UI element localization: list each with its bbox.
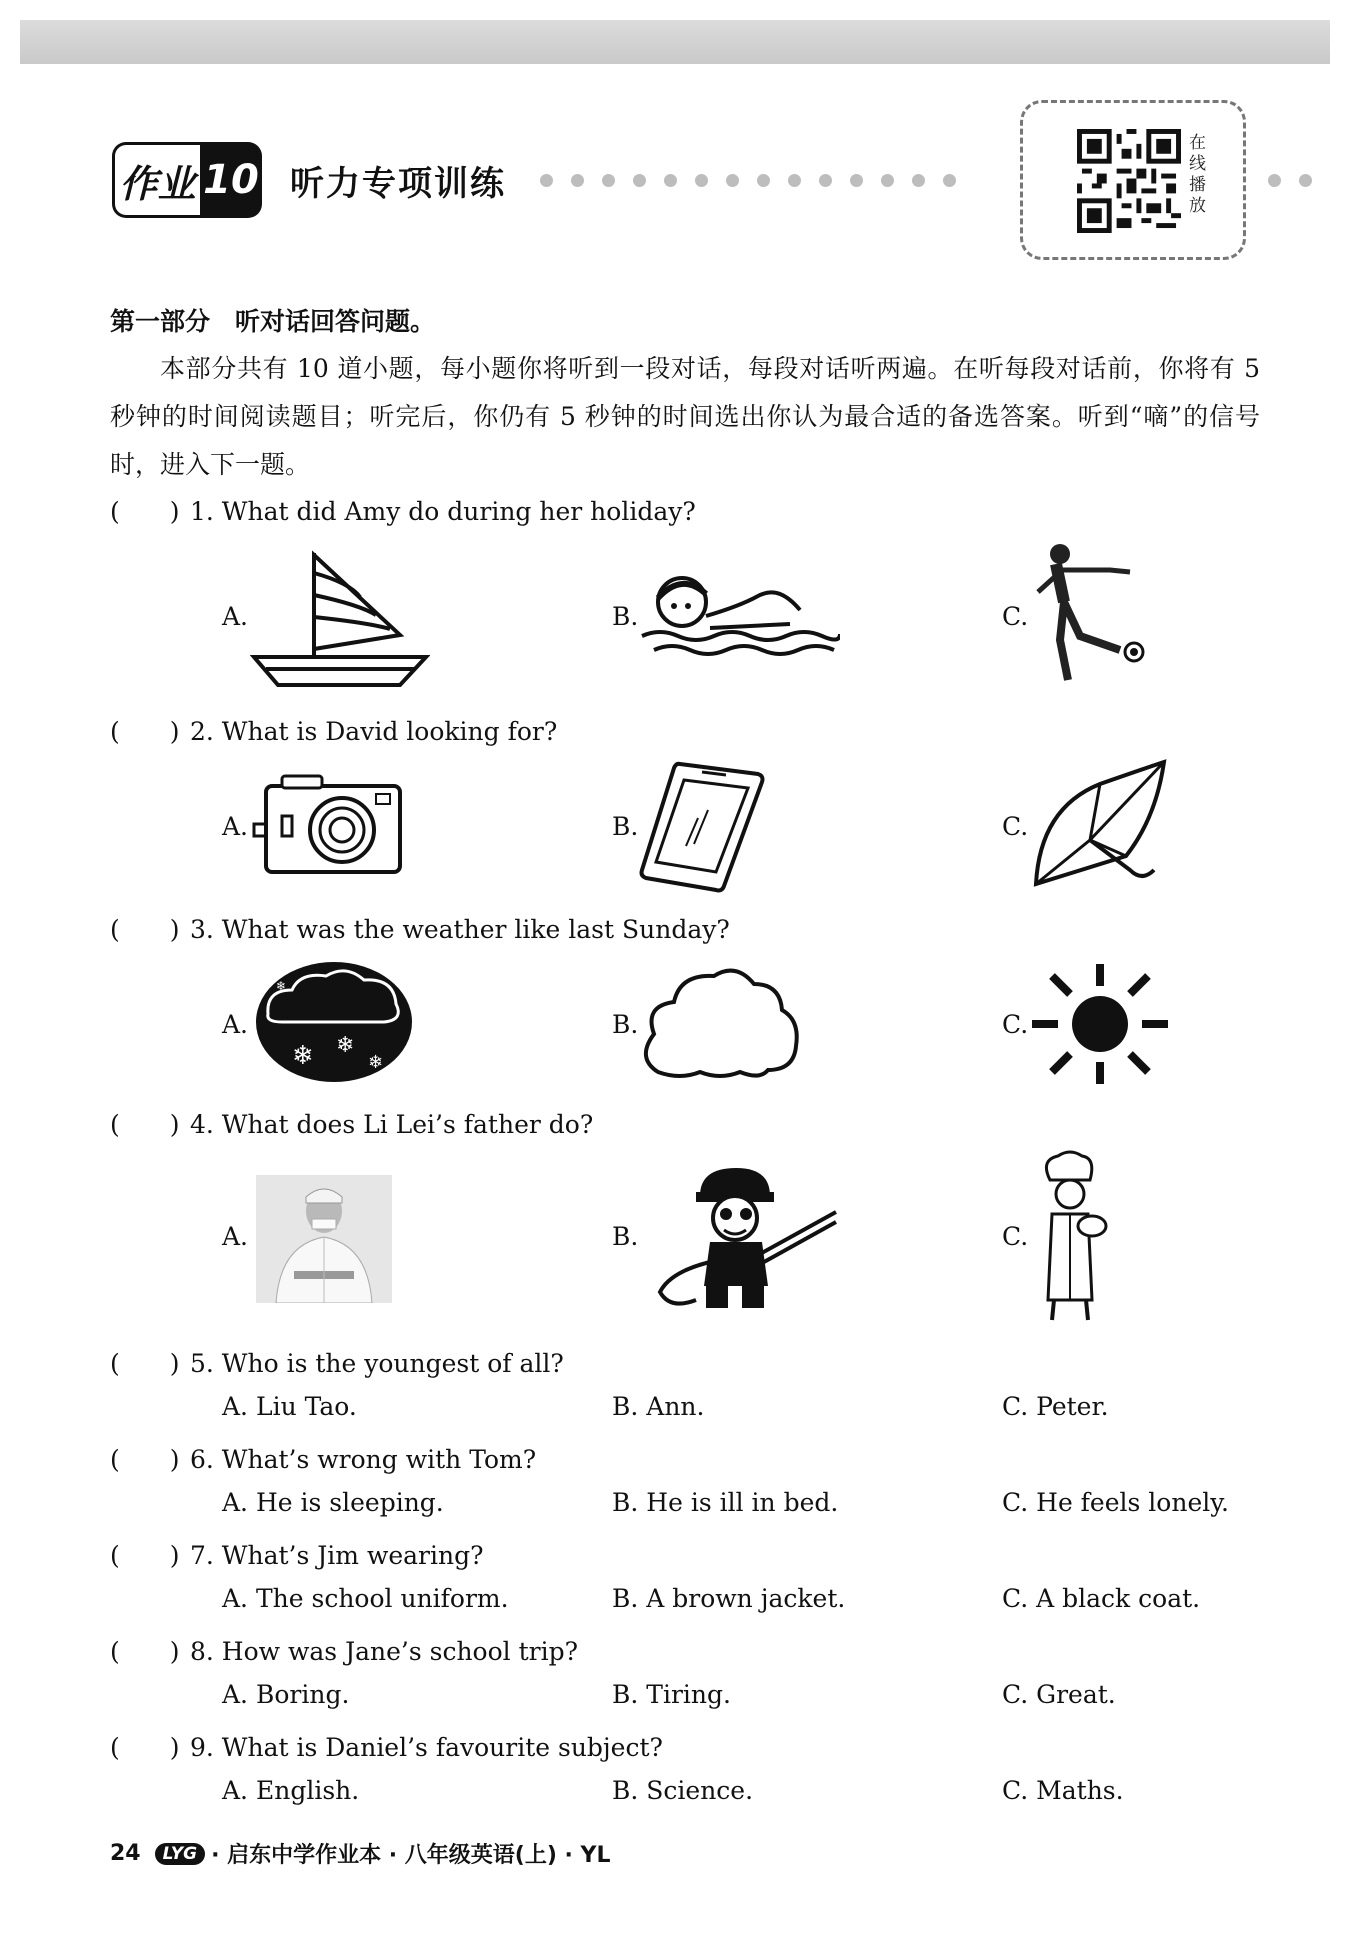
- option-text: He is ill in bed.: [646, 1488, 839, 1517]
- section-title: 听力专项训练: [290, 164, 506, 204]
- answer-blank[interactable]: ( ): [110, 1445, 180, 1474]
- option-letter: A.: [222, 602, 249, 631]
- question-text: 6. What’s wrong with Tom?: [190, 1445, 537, 1474]
- option-text: Tiring.: [646, 1680, 731, 1709]
- option-c[interactable]: [1002, 1680, 1116, 1709]
- question-7: [110, 1536, 484, 1572]
- qr-label: 在线播放: [1189, 133, 1206, 216]
- snow-cloud-icon[interactable]: [254, 960, 414, 1085]
- badge-word: 作业: [112, 142, 200, 218]
- qr-panel[interactable]: [1020, 100, 1246, 260]
- option-text: Liu Tao.: [255, 1392, 357, 1421]
- option-letter: B.: [612, 1488, 639, 1517]
- option-text: Ann.: [646, 1392, 705, 1421]
- question-text: 9. What is Daniel’s favourite subject?: [190, 1733, 663, 1762]
- option-letter: B.: [612, 602, 639, 631]
- question-4: [110, 1105, 593, 1141]
- option-b[interactable]: [612, 1584, 845, 1613]
- option-text: The school uniform.: [255, 1584, 509, 1613]
- umbrella-icon[interactable]: [1030, 758, 1170, 893]
- question-text: 2. What is David looking for?: [190, 717, 558, 746]
- badge-number: 10: [200, 142, 262, 218]
- option-text: Science.: [646, 1776, 754, 1805]
- option-letter: A.: [222, 1488, 249, 1517]
- camera-icon[interactable]: [252, 770, 407, 880]
- question-8: [110, 1632, 578, 1668]
- question-text: 1. What did Amy do during her holiday?: [190, 497, 696, 526]
- option-letter: C.: [1002, 1222, 1029, 1251]
- option-letter: C.: [1002, 1392, 1029, 1421]
- option-text: A brown jacket.: [646, 1584, 846, 1613]
- option-letter: B.: [612, 1776, 639, 1805]
- option-c[interactable]: [1002, 1488, 1229, 1517]
- option-letter: B.: [612, 1222, 639, 1251]
- option-letter: C.: [1002, 1584, 1029, 1613]
- decorative-dots-right: [1268, 174, 1312, 187]
- page-number: 24: [110, 1841, 141, 1866]
- answer-blank[interactable]: ( ): [110, 1733, 180, 1762]
- option-letter: B.: [612, 1584, 639, 1613]
- top-scan-band: [20, 20, 1330, 64]
- option-letter: B.: [612, 1392, 639, 1421]
- option-letter: B.: [612, 812, 639, 841]
- option-letter: A.: [222, 812, 249, 841]
- doctor-photo[interactable]: [256, 1175, 392, 1303]
- question-5: [110, 1344, 564, 1380]
- question-6: [110, 1440, 536, 1476]
- option-text: Peter.: [1036, 1392, 1109, 1421]
- svg-text:❄: ❄: [368, 1052, 384, 1073]
- book-title: · 启东中学作业本 · 八年级英语(上) · YL: [211, 1843, 611, 1868]
- question-9: [110, 1728, 663, 1764]
- question-text: 3. What was the weather like last Sunday?: [190, 915, 730, 944]
- option-a[interactable]: [222, 1680, 349, 1709]
- option-text: Maths.: [1036, 1776, 1124, 1805]
- option-letter: C.: [1002, 1488, 1029, 1517]
- option-letter: A.: [222, 1222, 249, 1251]
- option-letter: C.: [1002, 1776, 1029, 1805]
- option-letter: C.: [1002, 602, 1029, 631]
- option-a[interactable]: [222, 1584, 509, 1613]
- sailboat-icon[interactable]: [250, 545, 430, 690]
- football-player-icon[interactable]: [1030, 540, 1150, 690]
- option-letter: C.: [1002, 812, 1029, 841]
- cloud-icon[interactable]: [640, 962, 800, 1082]
- question-text: 7. What’s Jim wearing?: [190, 1541, 484, 1570]
- option-text: He is sleeping.: [255, 1488, 444, 1517]
- option-letter: A.: [222, 1584, 249, 1613]
- option-a[interactable]: [222, 1488, 444, 1517]
- option-c[interactable]: [1002, 1392, 1109, 1421]
- homework-badge: [112, 142, 262, 218]
- answer-blank[interactable]: ( ): [110, 1110, 180, 1139]
- answer-blank[interactable]: ( ): [110, 497, 180, 526]
- qr-code-icon[interactable]: [1077, 129, 1181, 233]
- option-a[interactable]: [222, 1776, 359, 1805]
- option-c[interactable]: [1002, 1584, 1200, 1613]
- question-2: [110, 712, 557, 748]
- swimmer-icon[interactable]: [640, 568, 840, 668]
- svg-text:❄: ❄: [336, 1033, 355, 1058]
- answer-blank[interactable]: ( ): [110, 915, 180, 944]
- sun-icon[interactable]: [1030, 962, 1170, 1087]
- option-b[interactable]: [612, 1392, 704, 1421]
- answer-blank[interactable]: ( ): [110, 1349, 180, 1378]
- option-letter: C.: [1002, 1680, 1029, 1709]
- option-letter: B.: [612, 1680, 639, 1709]
- question-text: 5. Who is the youngest of all?: [190, 1349, 564, 1378]
- question-text: 8. How was Jane’s school trip?: [190, 1637, 579, 1666]
- answer-blank[interactable]: ( ): [110, 1637, 180, 1666]
- option-letter: A.: [222, 1392, 249, 1421]
- option-text: English.: [255, 1776, 360, 1805]
- cook-icon[interactable]: [1030, 1150, 1110, 1325]
- answer-blank[interactable]: ( ): [110, 717, 180, 746]
- question-3: [110, 910, 730, 946]
- option-text: He feels lonely.: [1036, 1488, 1229, 1517]
- mobile-phone-icon[interactable]: [638, 760, 768, 895]
- option-text: A black coat.: [1036, 1584, 1201, 1613]
- option-b[interactable]: [612, 1776, 753, 1805]
- part-one-title: 第一部分 听对话回答问题。: [110, 307, 436, 336]
- question-text: 4. What does Li Lei’s father do?: [190, 1110, 594, 1139]
- decorative-dots: [540, 174, 956, 187]
- page-footer: [110, 1838, 611, 1869]
- option-letter: B.: [612, 1010, 639, 1039]
- option-text: Great.: [1036, 1680, 1116, 1709]
- option-letter: C.: [1002, 1010, 1029, 1039]
- option-b[interactable]: [612, 1488, 838, 1517]
- firefighter-icon[interactable]: [640, 1162, 840, 1312]
- answer-blank[interactable]: ( ): [110, 1541, 180, 1570]
- question-1: [110, 492, 696, 528]
- option-b[interactable]: [612, 1680, 731, 1709]
- part-one-instructions: 本部分共有 10 道小题，每小题你将听到一段对话，每段对话听两遍。在听每段对话前，你将有 5 秒钟的时间阅读题目；听完后，你仍有 5 秒钟的时间选出你认为最合适的备选答案。听到“嘀”的信号时，进入下一题。: [110, 354, 1260, 479]
- option-letter: A.: [222, 1776, 249, 1805]
- series-logo: LYG: [155, 1843, 205, 1865]
- svg-text:❄: ❄: [292, 1041, 314, 1071]
- svg-text:❄: ❄: [276, 979, 287, 993]
- option-c[interactable]: [1002, 1776, 1124, 1805]
- option-letter: A.: [222, 1010, 249, 1039]
- option-a[interactable]: [222, 1392, 357, 1421]
- option-text: Boring.: [255, 1680, 350, 1709]
- option-letter: A.: [222, 1680, 249, 1709]
